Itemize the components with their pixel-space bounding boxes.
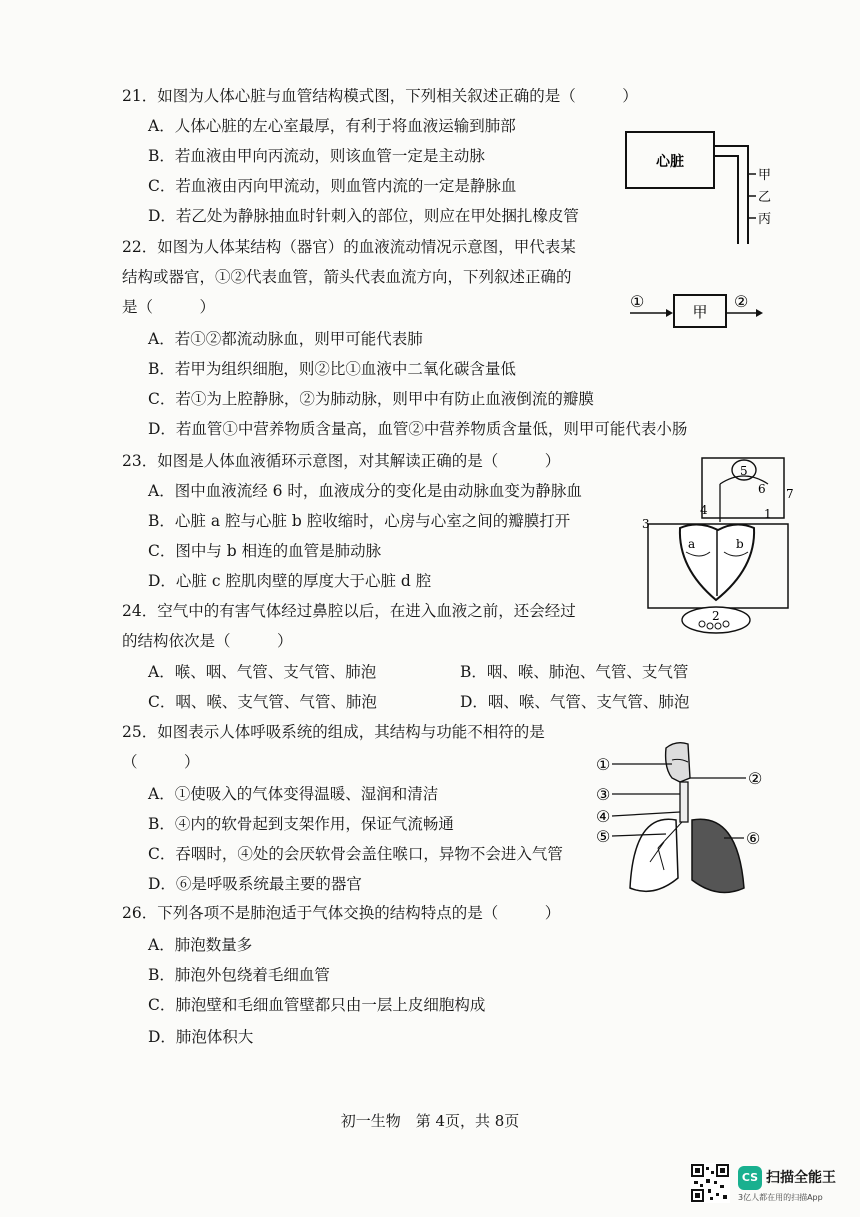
q22-stem-line-1: 22．如图为人体某结构（器官）的血液流动情况示意图，甲代表某 xyxy=(122,238,576,256)
chamber-b-label: b xyxy=(736,537,744,551)
q22-option-d: D．若血管①中营养物质含量高，血管②中营养物质含量低，则甲可能代表小肠 xyxy=(148,420,688,438)
scanner-badge-icon: CS xyxy=(738,1166,762,1190)
q26-option-b: B．肺泡外包绕着毛细血管 xyxy=(148,966,330,984)
q26-stem: 26．下列各项不是肺泡适于气体交换的结构特点的是（ ） xyxy=(122,904,561,922)
respiratory-system-diagram xyxy=(594,738,784,904)
q25-option-d: D．⑥是呼吸系统最主要的器官 xyxy=(148,875,362,893)
q23-option-b: B．心脏 a 腔与心脏 b 腔收缩时，心房与心室之间的瓣膜打开 xyxy=(148,512,571,530)
qr-code-icon xyxy=(690,1163,730,1203)
q24-option-b: B．咽、喉、肺泡、气管、支气管 xyxy=(460,663,689,681)
q25-option-b: B．④内的软骨起到支架作用，保证气流畅通 xyxy=(148,815,454,833)
scanner-app-name: 扫描全能王 xyxy=(766,1170,836,1186)
label-circle-1: ① xyxy=(596,755,611,774)
vessel-label-bing: 丙 xyxy=(758,212,772,227)
q26-option-a: A．肺泡数量多 xyxy=(148,936,253,954)
heart-vessel-diagram xyxy=(620,128,790,248)
q22-option-c: C．若①为上腔静脉，②为肺动脉，则甲中有防止血液倒流的瓣膜 xyxy=(148,390,594,408)
q25-option-a: A．①使吸入的气体变得温暖、湿润和清洁 xyxy=(148,785,439,803)
label-1: 1 xyxy=(764,507,772,521)
blood-flow-organ-diagram xyxy=(626,290,776,330)
q21-option-d: D．若乙处为静脉抽血时针刺入的部位，则应在甲处捆扎橡皮管 xyxy=(148,207,579,225)
q23-stem: 23．如图是人体血液循环示意图，对其解读正确的是（ ） xyxy=(122,452,561,470)
chamber-a-label: a xyxy=(688,537,696,551)
label-3: 3 xyxy=(642,517,650,531)
heart-box-label: 心脏 xyxy=(656,154,684,170)
q23-option-a: A．图中血液流经 6 时，血液成分的变化是由动脉血变为静脉血 xyxy=(148,482,582,500)
label-6: 6 xyxy=(758,482,766,496)
q26-option-d: D．肺泡体积大 xyxy=(148,1028,254,1046)
q24-option-c: C．咽、喉、支气管、气管、肺泡 xyxy=(148,693,377,711)
q23-option-d: D．心脏 c 腔肌肉壁的厚度大于心脏 d 腔 xyxy=(148,572,432,590)
q22-option-a: A．若①②都流动脉血，则甲可能代表肺 xyxy=(148,330,423,348)
label-circle-4: ④ xyxy=(596,807,611,826)
q24-stem-line-1: 24．空气中的有害气体经过鼻腔以后，在进入血液之前，还会经过 xyxy=(122,602,576,620)
q22-stem-line-2: 结构或器官，①②代表血管，箭头代表血流方向，下列叙述正确的 xyxy=(122,268,572,286)
q25-option-c: C．吞咽时，④处的会厌软骨会盖住喉口，异物不会进入气管 xyxy=(148,845,563,863)
scanner-watermark xyxy=(738,1164,856,1210)
label-5: 5 xyxy=(740,464,748,478)
q21-option-a: A．人体心脏的左心室最厚，有利于将血液运输到肺部 xyxy=(148,117,516,135)
label-2: 2 xyxy=(712,609,720,623)
q21-option-b: B．若血液由甲向丙流动，则该血管一定是主动脉 xyxy=(148,147,485,165)
vessel-label-jia: 甲 xyxy=(758,168,772,183)
q23-option-c: C．图中与 b 相连的血管是肺动脉 xyxy=(148,542,382,560)
page-footer: 初一生物 第 4页，共 8页 xyxy=(340,1112,520,1130)
q21-option-c: C．若血液由丙向甲流动，则血管内流的一定是静脉血 xyxy=(148,177,517,195)
label-circle-5: ⑤ xyxy=(596,827,611,846)
label-circle-6: ⑥ xyxy=(746,829,761,848)
q24-option-d: D．咽、喉、气管、支气管、肺泡 xyxy=(460,693,690,711)
label-4: 4 xyxy=(700,503,708,517)
q22-stem-line-3: 是（ ） xyxy=(122,298,216,316)
vessel-1-label: ① xyxy=(630,292,645,311)
label-circle-3: ③ xyxy=(596,785,611,804)
vessel-2-label: ② xyxy=(734,292,749,311)
q24-stem-line-2: 的结构依次是（ ） xyxy=(122,632,293,650)
organ-jia-label: 甲 xyxy=(692,303,708,321)
q21-stem: 21．如图为人体心脏与血管结构模式图，下列相关叙述正确的是（ ） xyxy=(122,87,638,105)
q22-option-b: B．若甲为组织细胞，则②比①血液中二氧化碳含量低 xyxy=(148,360,516,378)
q25-stem-line-1: 25．如图表示人体呼吸系统的组成，其结构与功能不相符的是 xyxy=(122,723,545,741)
q25-stem-line-2: （ ） xyxy=(122,753,200,771)
vessel-label-yi: 乙 xyxy=(758,190,772,205)
q24-option-a: A．喉、咽、气管、支气管、肺泡 xyxy=(148,663,377,681)
q26-option-c: C．肺泡壁和毛细血管壁都只由一层上皮细胞构成 xyxy=(148,996,486,1014)
blood-circulation-diagram xyxy=(640,456,800,638)
label-7: 7 xyxy=(786,487,794,501)
scanner-tagline: 3亿人都在用的扫描App xyxy=(738,1193,823,1202)
label-circle-2: ② xyxy=(748,769,763,788)
